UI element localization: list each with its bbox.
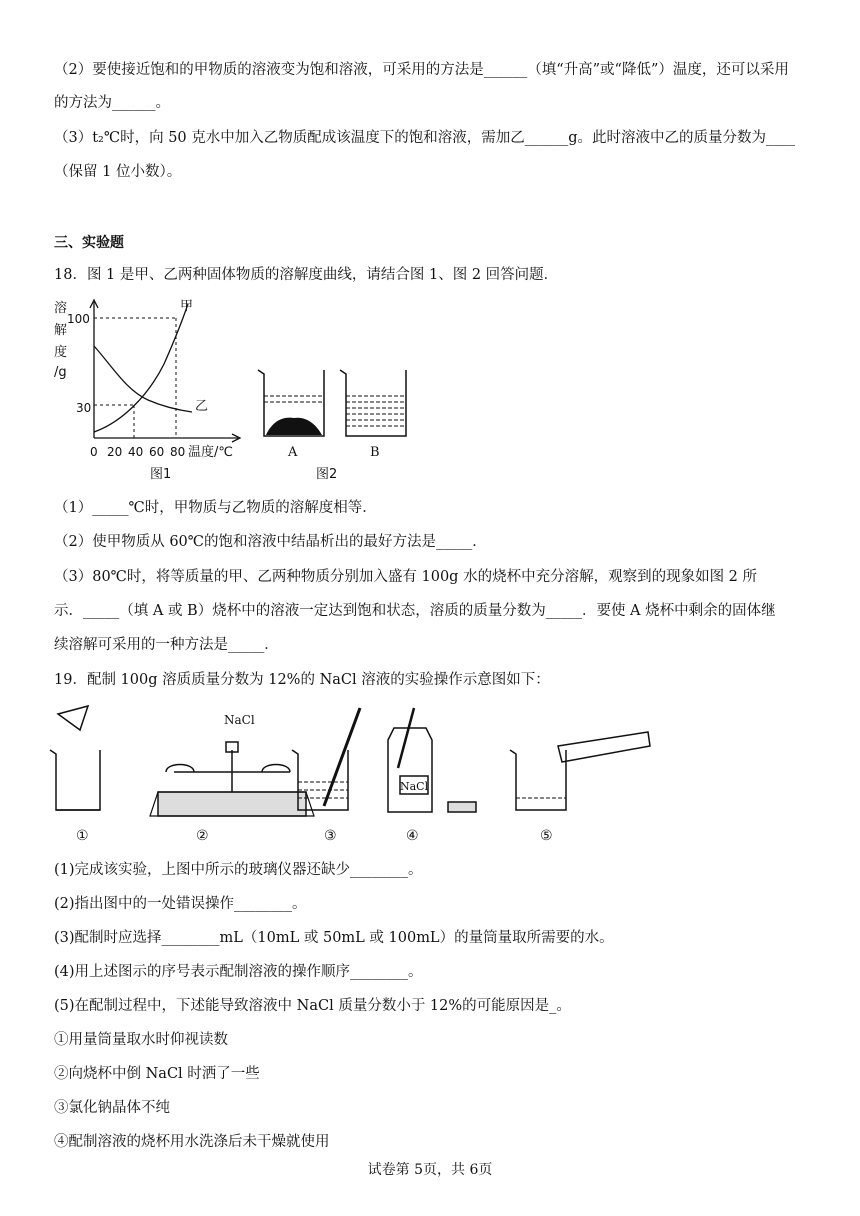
experiment-steps-figure xyxy=(48,702,658,852)
step-label: ⑤ xyxy=(540,828,553,844)
step1-paper xyxy=(58,706,88,730)
step5-cylinder xyxy=(558,732,650,762)
figure2-caption: 图2 xyxy=(316,467,338,482)
step-label: ② xyxy=(196,828,209,844)
curve-jia-label: 甲 xyxy=(180,299,194,314)
q18-part1: （1）_____℃时，甲物质与乙物质的溶解度相等． xyxy=(54,500,377,516)
beaker-b-label: B xyxy=(370,445,380,460)
step-label: ④ xyxy=(406,828,419,844)
figure1-caption: 图1 xyxy=(150,467,172,482)
q19-stem: 19．配制 100g 溶质质量分数为 12%的 NaCl 溶液的实验操作示意图如下： xyxy=(54,672,550,688)
q19-part3: (3)配制时应选择________mL（10mL 或 50mL 或 100mL）的量筒量取所需要的水。 xyxy=(54,930,614,946)
q17-part2-line2: 的方法为______。 xyxy=(54,95,170,111)
curve-jia xyxy=(94,304,188,432)
curve-yi xyxy=(94,346,192,412)
q19-part5: (5)在配制过程中，下述能导致溶液中 NaCl 质量分数小于 12%的可能原因是_。 xyxy=(54,998,571,1014)
step1-beaker xyxy=(50,750,100,810)
solubility-chart xyxy=(52,294,247,484)
step4-bottle xyxy=(388,728,432,812)
curve-yi-label: 乙 xyxy=(195,399,209,414)
x-axis-label: 温度/℃ xyxy=(188,445,233,460)
ylabel-char: 解 xyxy=(54,323,68,338)
x-tick-label: 0 xyxy=(90,445,98,459)
x-tick-label: 40 xyxy=(128,445,144,459)
beaker-a-label: A xyxy=(288,445,298,460)
ylabel-char: /g xyxy=(54,365,67,380)
nacl-label: NaCl xyxy=(224,713,255,727)
step4-stopper xyxy=(448,802,476,812)
option-1: ①用量筒量取水时仰视读数 xyxy=(54,1032,228,1048)
beakers-figure xyxy=(248,294,418,484)
step-label: ③ xyxy=(324,828,337,844)
q17-part3-line1: （3）t₂℃时，向 50 克水中加入乙物质配成该温度下的饱和溶液，需加乙______g。此时溶液中乙的质量分数为____ xyxy=(54,130,796,146)
q18-part3-line2: 示．_____（填 A 或 B）烧杯中的溶液一定达到饱和状态，溶质的质量分数为_____．要使 A 烧杯中剩余的固体继 xyxy=(54,603,776,619)
option-2: ②向烧杯中倒 NaCl 时洒了一些 xyxy=(54,1066,260,1082)
step3-glass-rod xyxy=(324,708,360,806)
step2-balance-base xyxy=(158,792,306,816)
q19-part4: (4)用上述图示的序号表示配制溶液的操作顺序________。 xyxy=(54,964,423,980)
x-tick-label: 20 xyxy=(107,445,123,459)
q18-stem: 18．图 1 是甲、乙两种固体物质的溶解度曲线，请结合图 1、图 2 回答问题． xyxy=(54,267,559,283)
q19-part2: (2)指出图中的一处错误操作________。 xyxy=(54,896,307,912)
ylabel-char: 度 xyxy=(54,345,68,360)
page-footer: 试卷第 5页，共 6页 xyxy=(367,1162,493,1178)
q18-part2: （2）使甲物质从 60℃的饱和溶液中结晶析出的最好方法是_____． xyxy=(54,534,487,550)
x-tick-label: 60 xyxy=(149,445,165,459)
q18-part3-line1: （3）80℃时，将等质量的甲、乙两种物质分别加入盛有 100g 水的烧杯中充分溶解，观察到的现象如图 2 所 xyxy=(54,569,758,585)
q17-part3-line2: （保留 1 位小数）。 xyxy=(54,164,182,180)
step5-beaker xyxy=(510,750,566,810)
q18-part3-line3: 续溶解可采用的一种方法是_____． xyxy=(54,637,279,653)
option-3: ③氯化钠晶体不纯 xyxy=(54,1100,170,1116)
q19-part1: (1)完成该实验，上图中所示的玻璃仪器还缺少________。 xyxy=(54,862,423,878)
nacl-bottle-label: NaCl xyxy=(400,780,429,793)
section-heading: 三、实验题 xyxy=(54,235,124,251)
step4-spoon xyxy=(398,708,414,768)
x-tick-label: 80 xyxy=(170,445,186,459)
y-tick-label: 30 xyxy=(76,401,92,415)
y-tick-label: 100 xyxy=(67,312,90,326)
step-label: ① xyxy=(76,828,89,844)
q17-part2-line1: （2）要使接近饱和的甲物质的溶液变为饱和溶液，可采用的方法是______（填“升高”或“降低”）温度，还可以采用 xyxy=(54,62,789,78)
undissolved-solid xyxy=(266,418,322,435)
ylabel-char: 溶 xyxy=(54,301,68,316)
option-4: ④配制溶液的烧杯用水洗涤后未干燥就使用 xyxy=(54,1134,330,1150)
